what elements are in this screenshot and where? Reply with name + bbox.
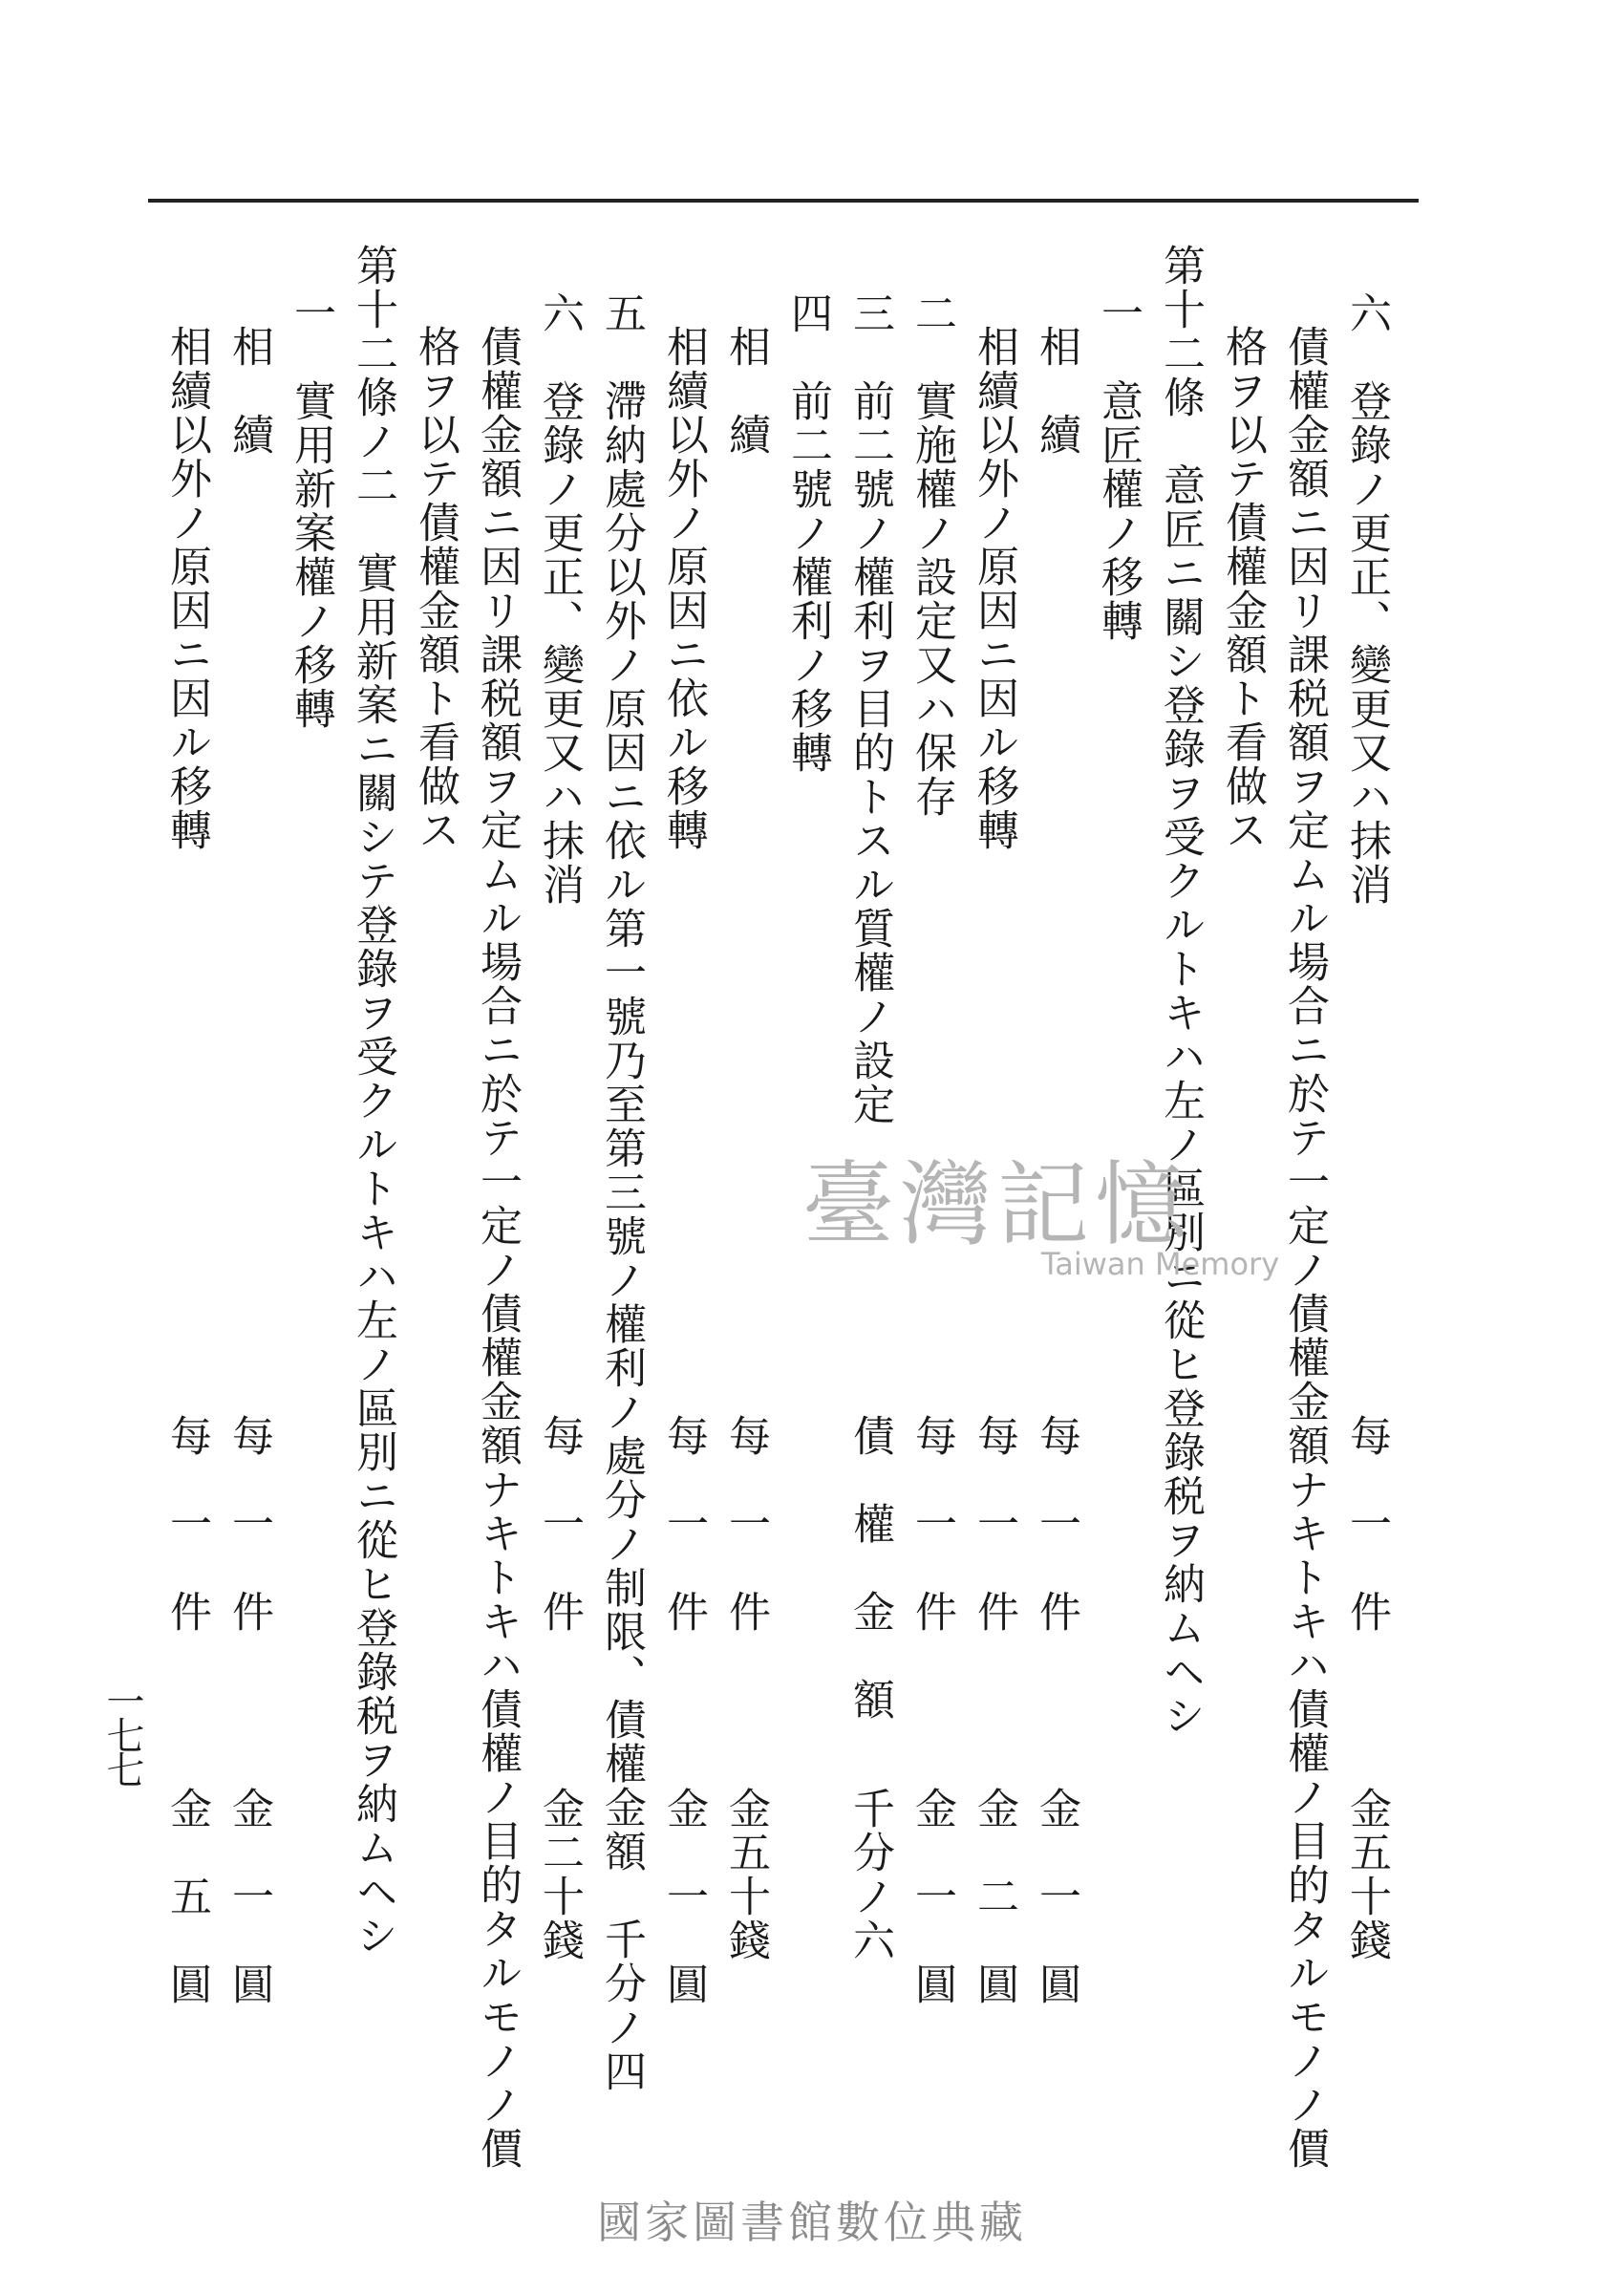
text-column: 每 一 件: [721, 1414, 770, 1634]
text-column: 相續以外ノ原因ニ依ル移轉: [659, 325, 708, 852]
text-column: 每 一 件: [224, 1414, 273, 1634]
text-column: 相續以外ノ原因ニ因ル移轉: [970, 325, 1018, 852]
text-column: 每 一 件: [162, 1414, 211, 1634]
text-column: 金二十錢: [535, 1787, 584, 1962]
text-column: 六 登錄ノ更正、變更又ハ抹消: [535, 291, 584, 907]
text-column: 千分ノ六: [845, 1787, 894, 1962]
text-column: 三 前二號ノ權利ヲ目的トスル質權ノ設定: [845, 291, 894, 1126]
page-number: 一七七: [100, 1682, 144, 1785]
text-column: 二 實施權ノ設定又ハ保存: [908, 291, 956, 819]
text-column: 每 一 件: [535, 1414, 584, 1634]
text-column: 債權金額ニ因リ課税額ヲ定ムル場合ニ於テ一定ノ債權金額ナキトキハ債權ノ目的タルモノノ價: [473, 325, 522, 2171]
text-column: 第十二條 意匠ニ關シ登錄ヲ受クルトキハ左ノ區別ニ從ヒ登錄税ヲ納ムヘシ: [1156, 244, 1205, 1738]
text-column: 金 一 圓: [224, 1787, 273, 2006]
watermark-chinese: 臺灣記憶: [802, 1151, 1192, 1258]
text-column: 每 一 件: [908, 1414, 956, 1634]
text-column: 相 續: [224, 325, 273, 457]
text-column: 每 一 件: [1032, 1414, 1080, 1634]
text-column: 相續以外ノ原因ニ因ル移轉: [162, 325, 211, 852]
text-column: 第十二條ノ二 實用新案ニ關シテ登錄ヲ受クルトキハ左ノ區別ニ從ヒ登錄税ヲ納ムヘシ: [349, 244, 397, 1958]
text-column: 每 一 件: [1342, 1414, 1391, 1634]
text-column: 金 一 圓: [908, 1787, 956, 2006]
watermark-english: Taiwan Memory: [1041, 1246, 1280, 1282]
text-column: 每 一 件: [970, 1414, 1018, 1634]
text-column: 金 一 圓: [659, 1787, 708, 2006]
text-column: 一 實用新案權ノ移轉: [287, 291, 335, 731]
text-column: 債權金額ニ因リ課税額ヲ定ムル場合ニ於テ一定ノ債權金額ナキトキハ債權ノ目的タルモノノ價: [1280, 325, 1329, 2171]
text-column: 每 一 件: [659, 1414, 708, 1634]
text-column: 一 意匠權ノ移轉: [1094, 291, 1143, 643]
text-column: 五 滯納處分以外ノ原因ニ依ル第一號乃至第三號ノ權利ノ處分ノ制限、債權金額 千分ノ四: [597, 291, 646, 2093]
footer-caption: 國家圖書館數位典藏: [597, 2197, 1027, 2248]
text-column: 金 二 圓: [970, 1787, 1018, 2006]
text-column: 金五十錢: [1342, 1787, 1391, 1962]
text-column: 金 五 圓: [162, 1787, 211, 2006]
text-column: 金五十錢: [721, 1787, 770, 1962]
header-rule: [148, 199, 1419, 203]
text-column: 格ヲ以テ債權金額ト看做ス: [1218, 325, 1267, 852]
text-column: 金 一 圓: [1032, 1787, 1080, 2006]
text-column: 債 權 金 額: [845, 1414, 894, 1722]
text-column: 相 續: [721, 325, 770, 457]
watermark: [802, 1132, 1279, 1282]
text-column: 四 前二號ノ權利ノ移轉: [783, 291, 832, 775]
text-column: 格ヲ以テ債權金額ト看做ス: [411, 325, 459, 852]
text-column: 相 續: [1032, 325, 1080, 457]
text-column: 六 登錄ノ更正、變更又ハ抹消: [1342, 291, 1391, 907]
